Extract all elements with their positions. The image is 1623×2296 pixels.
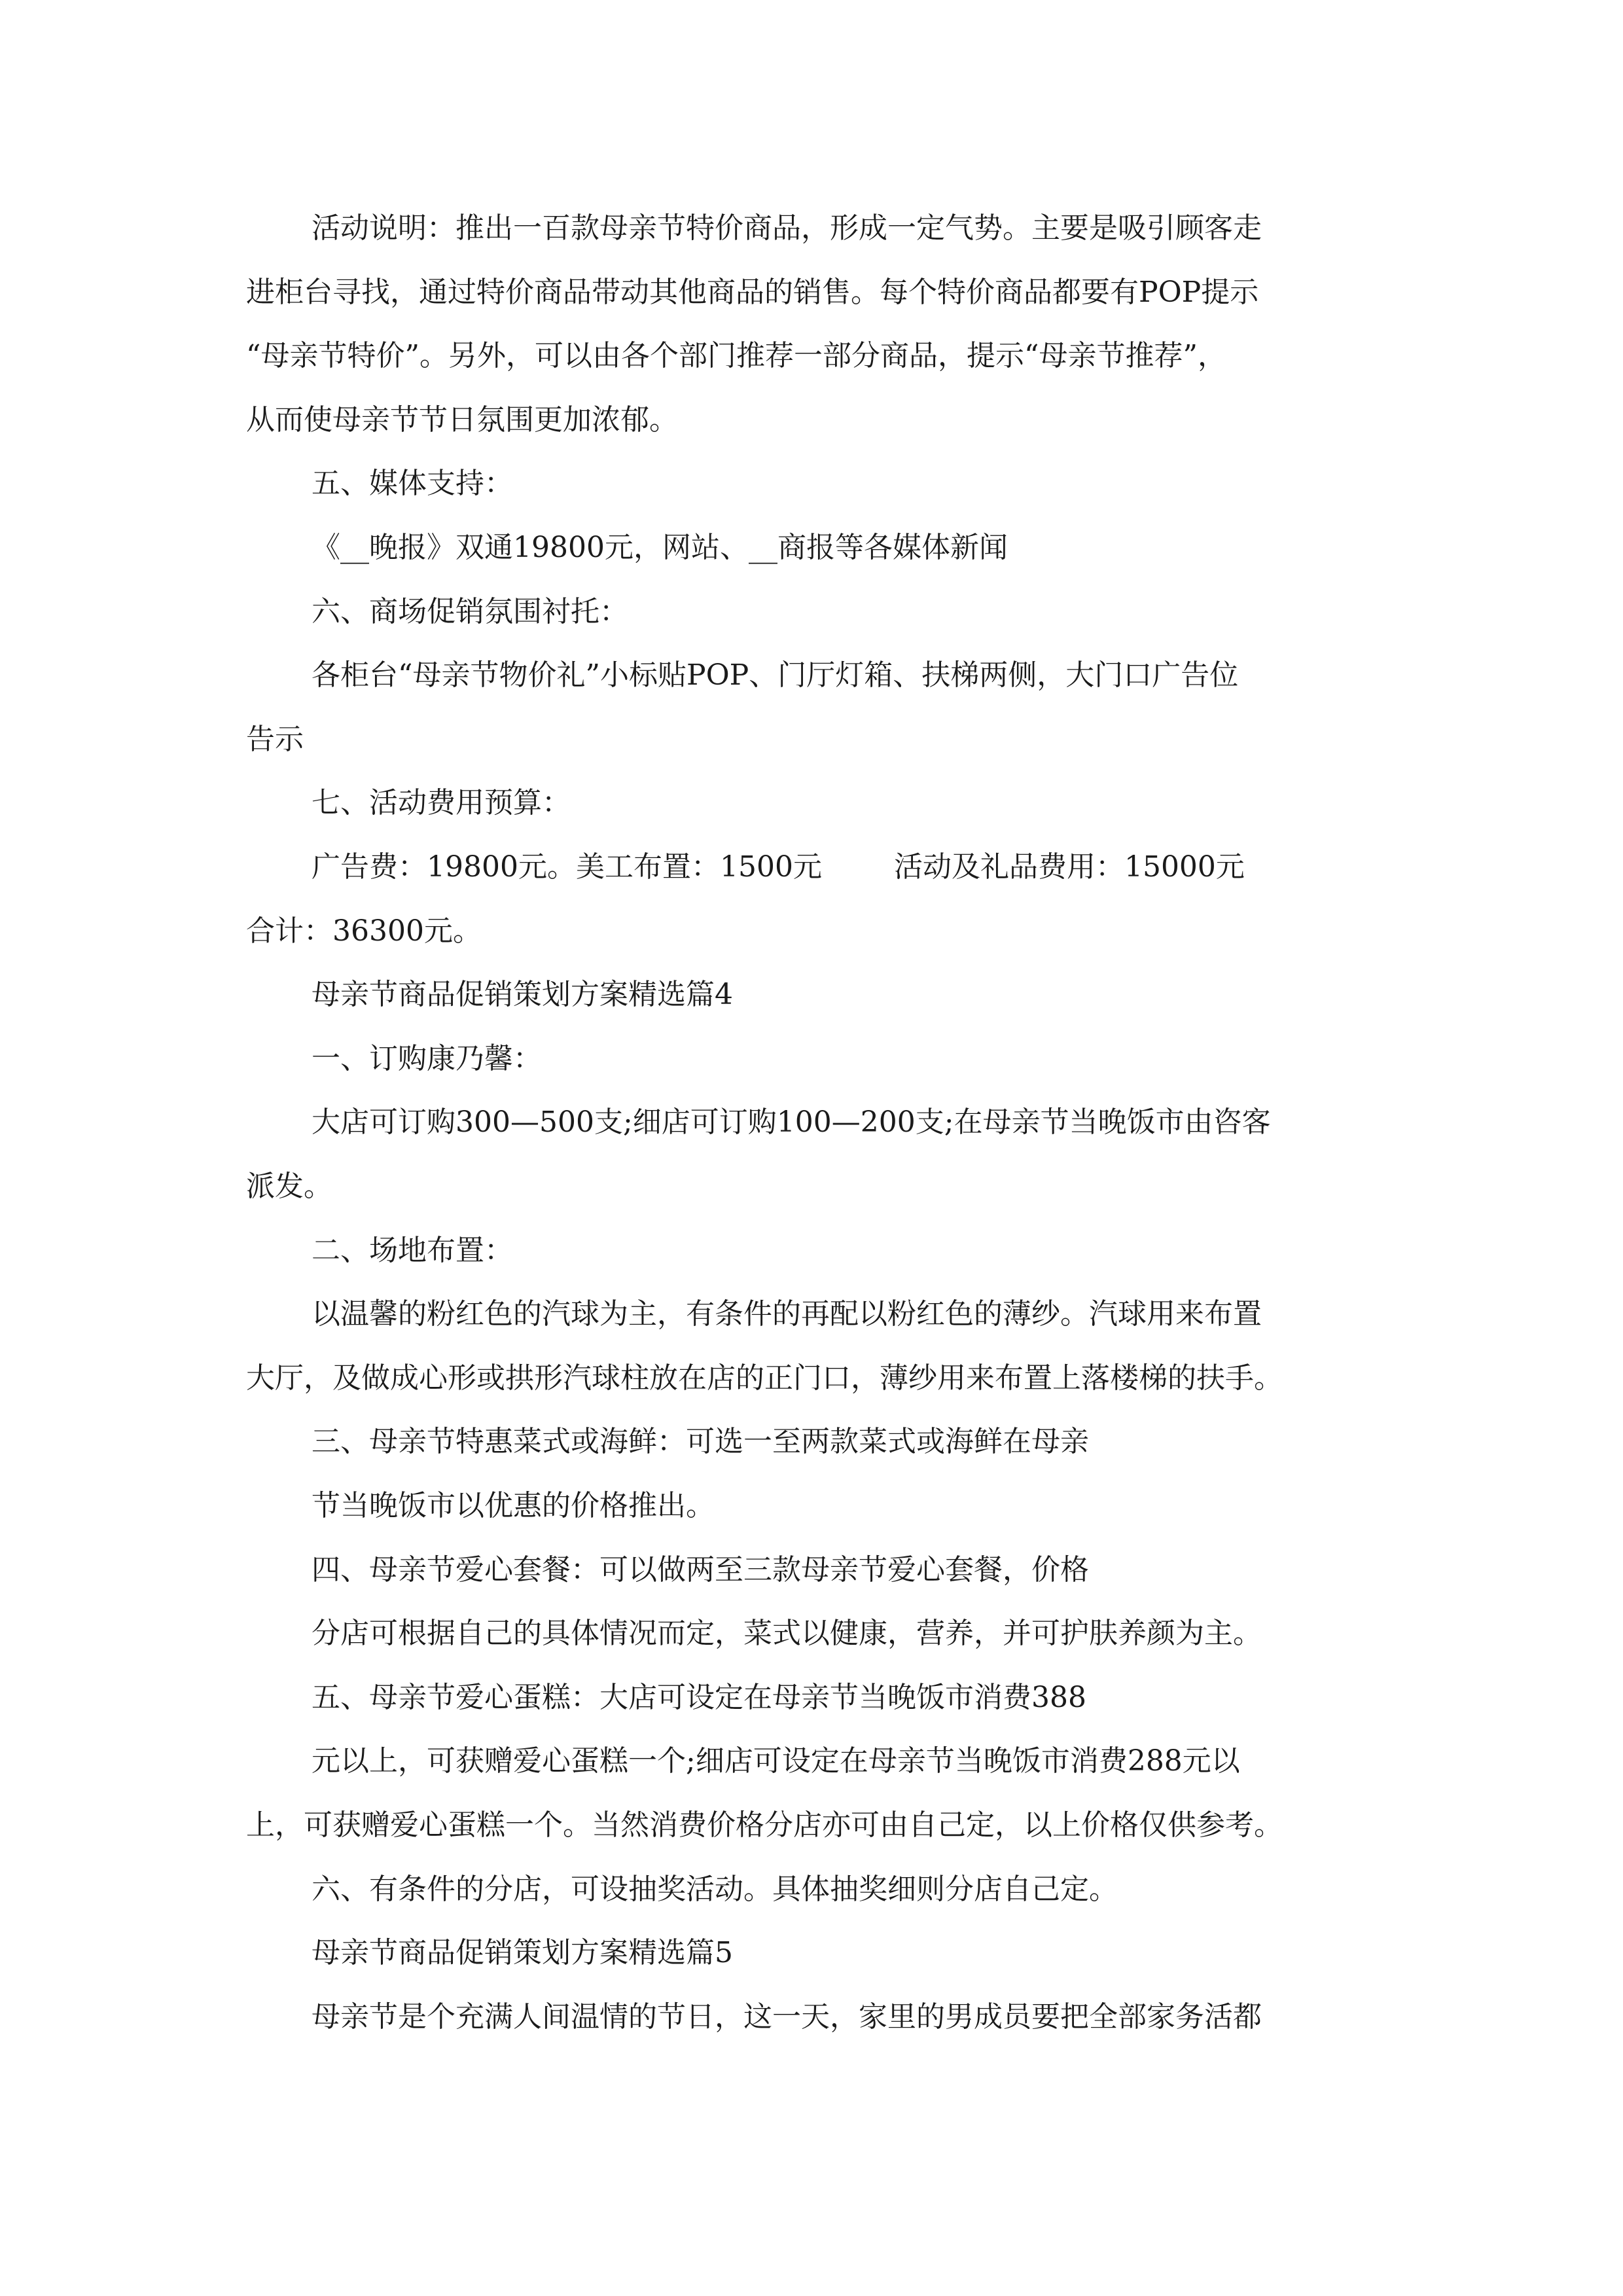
line-text: 从而使母亲节节日氛围更加浓郁。 xyxy=(246,403,678,437)
text-line xyxy=(312,963,1398,1027)
line-text: 母亲节商品促销策划方案精选篇4 xyxy=(312,978,733,1011)
line-text: 六、有条件的分店，可设抽奖活动。具体抽奖细则分店自己定。 xyxy=(312,1873,1118,1906)
text-line xyxy=(312,1282,1398,1346)
text-line xyxy=(246,899,1398,963)
text-line xyxy=(312,643,1398,708)
line-text: 派发。 xyxy=(246,1170,332,1203)
line-text: 七、活动费用预算： xyxy=(312,786,571,819)
text-line xyxy=(312,1474,1398,1538)
line-text: 上，可获赠爱心蛋糕一个。当然消费价格分店亦可由自己定，以上价格仅供参考。 xyxy=(246,1808,1283,1842)
line-text: 元以上，可获赠爱心蛋糕一个;细店可设定在母亲节当晚饭市消费288元以 xyxy=(312,1744,1240,1778)
line-text: 母亲节商品促销策划方案精选篇5 xyxy=(312,1936,733,1969)
line-text: 三、母亲节特惠菜式或海鲜：可选一至两款菜式或海鲜在母亲 xyxy=(312,1425,1089,1458)
text-line xyxy=(246,708,1398,772)
text-line xyxy=(312,1921,1398,1985)
text-line xyxy=(312,1410,1398,1474)
text-line xyxy=(312,1090,1398,1155)
line-text: 四、母亲节爱心套餐：可以做两至三款母亲节爱心套餐，价格 xyxy=(312,1553,1089,1587)
line-text: 广告费：19800元。美工布置：1500元 xyxy=(312,850,822,884)
text-line xyxy=(246,388,1398,452)
text-line xyxy=(312,1729,1398,1793)
text-line xyxy=(312,835,1398,899)
line-text: 以温馨的粉红色的汽球为主，有条件的再配以粉红色的薄纱。汽球用来布置 xyxy=(312,1297,1262,1331)
text-line xyxy=(312,771,1398,835)
line-text: 《__晚报》双通19800元，网站、__商报等各媒体新闻 xyxy=(312,531,1008,564)
line-text: 分店可根据自己的具体情况而定，菜式以健康，营养，并可护肤养颜为主。 xyxy=(312,1617,1262,1650)
line-text: 告示 xyxy=(246,723,304,756)
text-line xyxy=(312,1985,1398,2049)
text-line xyxy=(246,1793,1398,1857)
line-text: 母亲节是个充满人间温情的节日，这一天，家里的男成员要把全部家务活都 xyxy=(312,2000,1262,2034)
line-text: “母亲节特价”。另外，可以由各个部门推荐一部分商品，提示“母亲节推荐”， xyxy=(246,339,1226,372)
line-text: 一、订购康乃馨： xyxy=(312,1042,542,1075)
line-text: 节当晚饭市以优惠的价格推出。 xyxy=(312,1489,715,1522)
text-line xyxy=(312,1538,1398,1602)
text-line xyxy=(246,260,1398,325)
text-line xyxy=(312,1219,1398,1283)
text-line xyxy=(312,516,1398,580)
line-text: 各柜台“母亲节物价礼”小标贴POP、门厅灯箱、扶梯两侧，大门口广告位 xyxy=(312,658,1239,692)
text-line xyxy=(246,1155,1398,1219)
line-text: 五、母亲节爱心蛋糕：大店可设定在母亲节当晚饭市消费388 xyxy=(312,1681,1086,1714)
line-text: 五、媒体支持： xyxy=(312,467,513,500)
line-text: 大店可订购300—500支;细店可订购100—200支;在母亲节当晚饭市由咨客 xyxy=(312,1105,1271,1139)
text-line xyxy=(312,1027,1398,1091)
line-text: 合计：36300元。 xyxy=(246,914,482,948)
line-text-continued: 活动及礼品费用：15000元 xyxy=(893,850,1245,884)
line-text: 活动说明：推出一百款母亲节特价商品，形成一定气势。主要是吸引顾客走 xyxy=(312,211,1262,245)
text-line xyxy=(312,580,1398,644)
line-text: 大厅，及做成心形或拱形汽球柱放在店的正门口，薄纱用来布置上落楼梯的扶手。 xyxy=(246,1361,1283,1395)
text-line xyxy=(312,1666,1398,1730)
text-line xyxy=(312,1602,1398,1666)
text-line xyxy=(312,196,1398,260)
text-line xyxy=(246,1346,1398,1410)
text-line xyxy=(312,452,1398,516)
line-text: 六、商场促销氛围衬托： xyxy=(312,595,628,628)
line-text: 二、场地布置： xyxy=(312,1234,513,1267)
text-line xyxy=(312,1857,1398,1922)
line-text: 进柜台寻找，通过特价商品带动其他商品的销售。每个特价商品都要有POP提示 xyxy=(246,276,1259,309)
text-line xyxy=(246,324,1398,388)
